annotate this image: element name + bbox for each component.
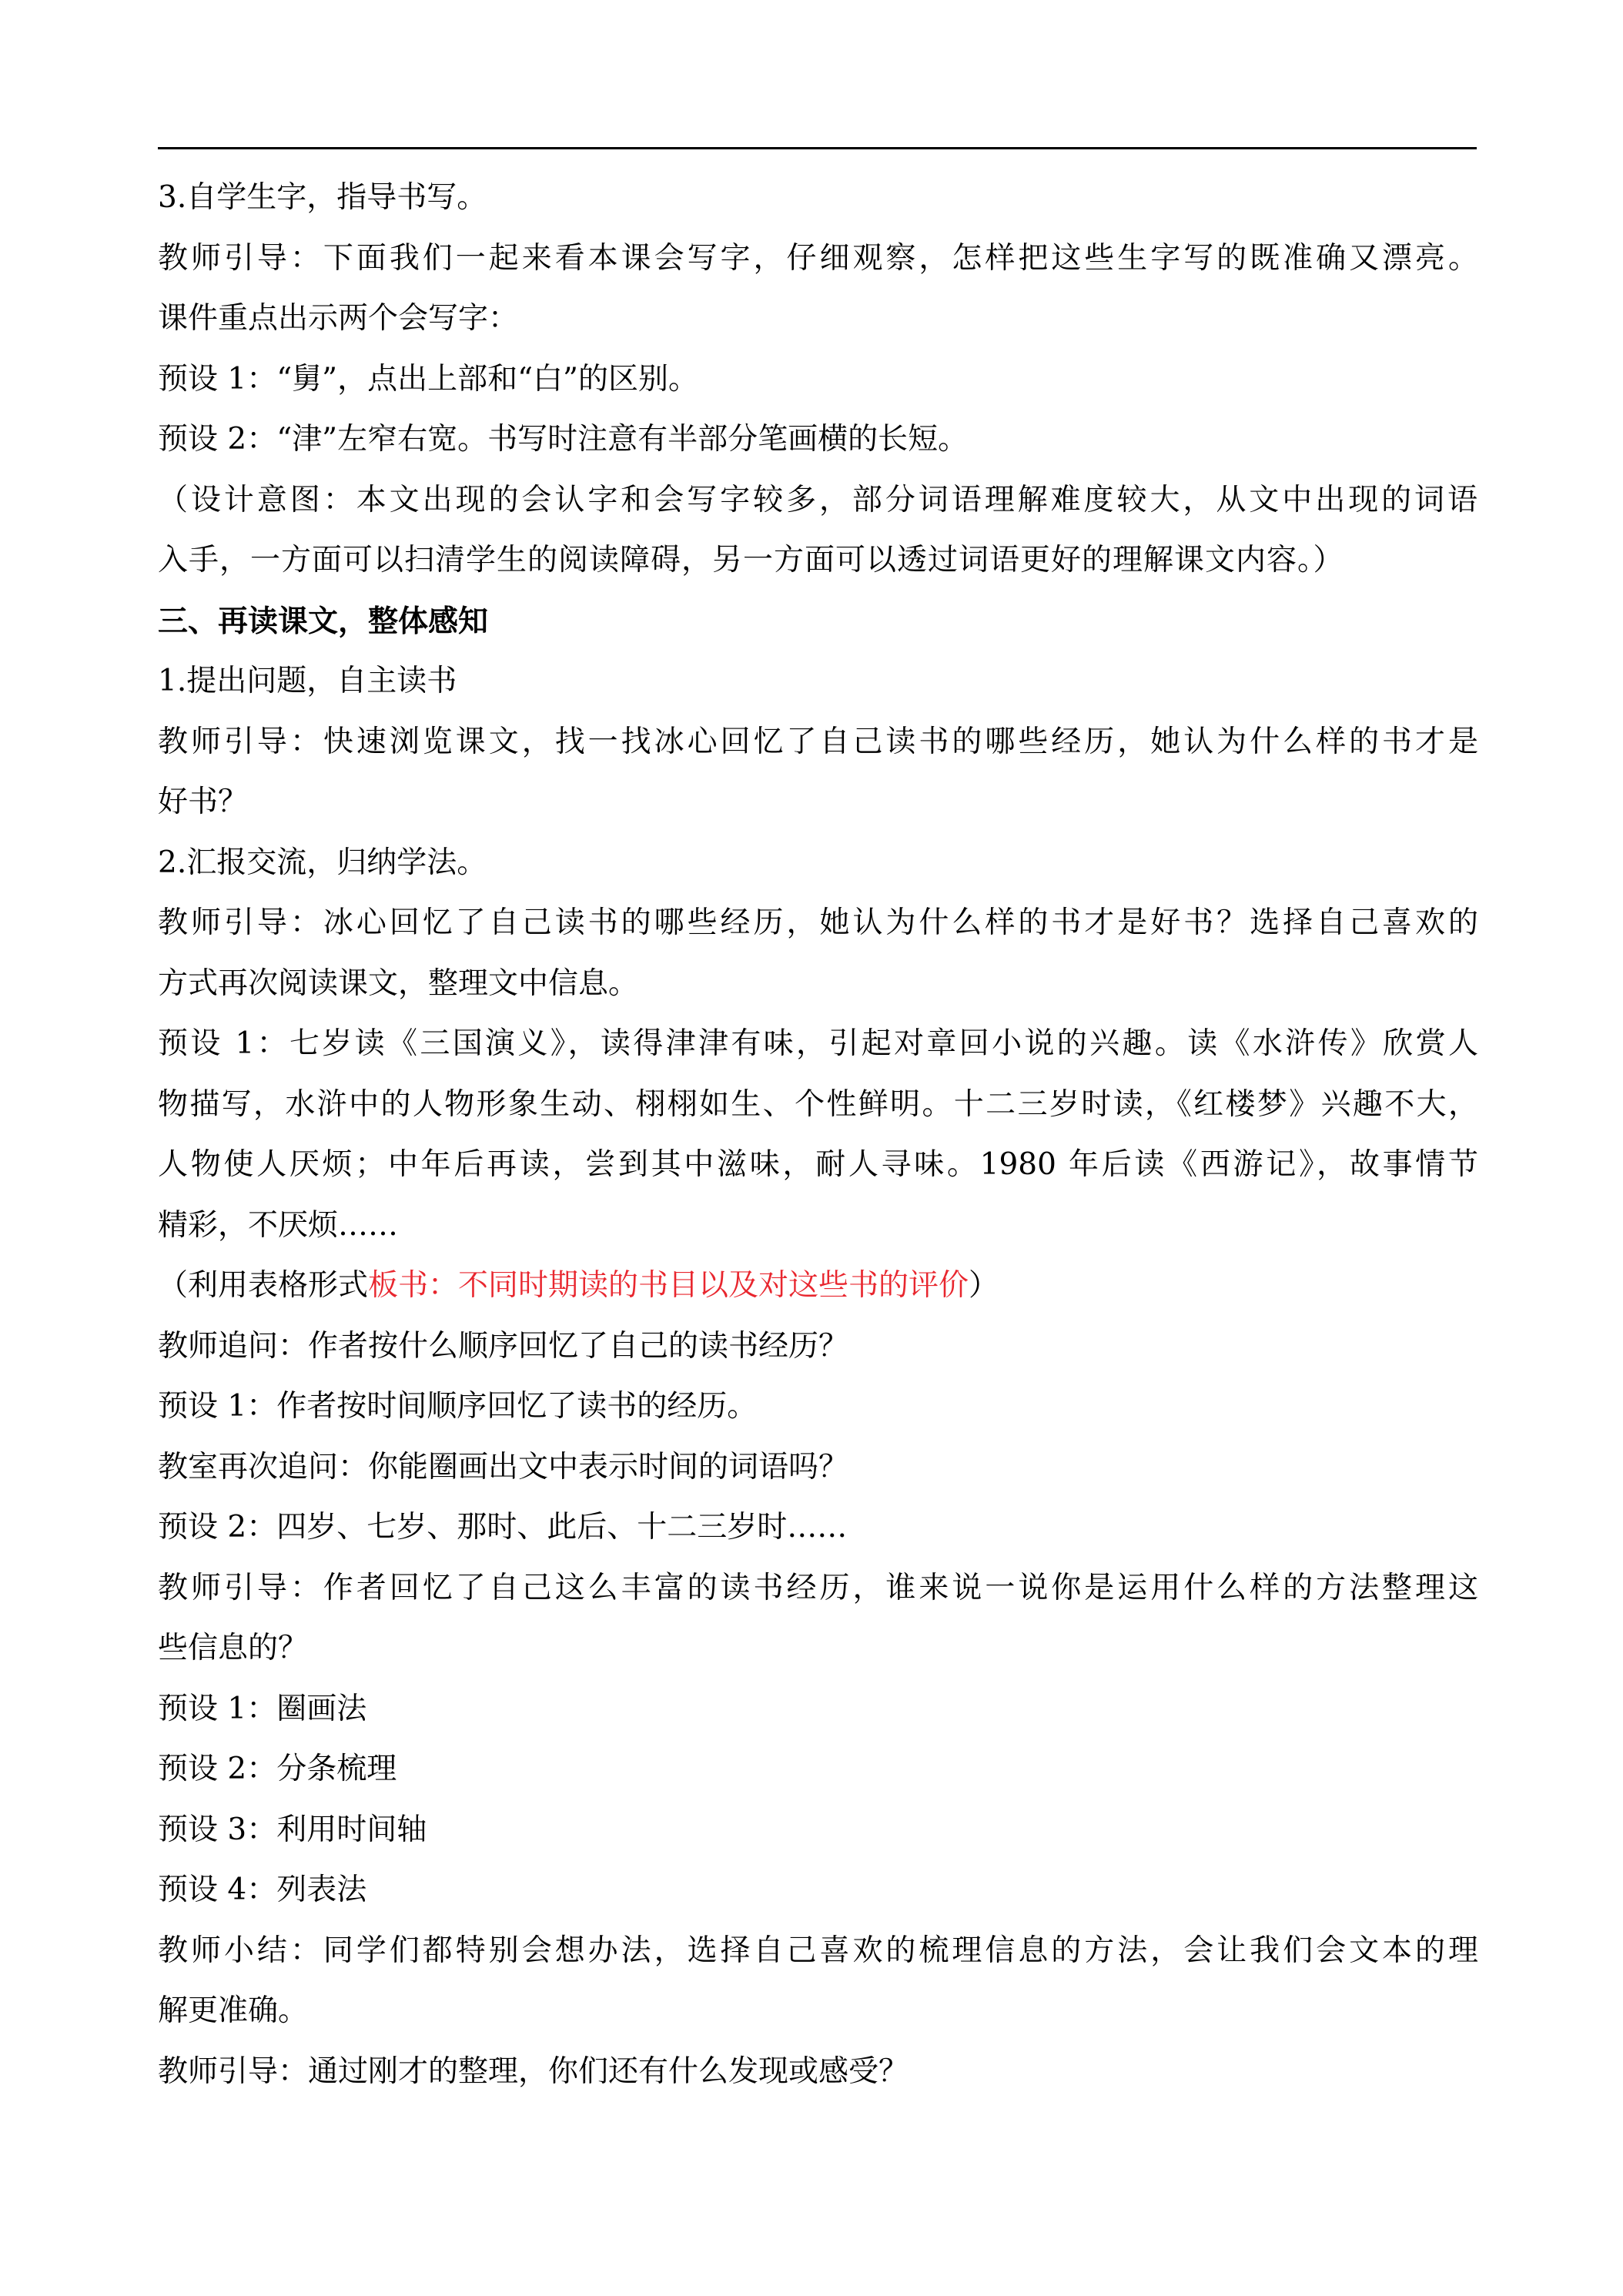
paragraph-preset-1-books-line-3: 人物使人厌烦；中年后再读，尝到其中滋味，耐人寻味。1980 年后读《西游记》，故事情节 (158, 1147, 1478, 1182)
paragraph-preset-2-jin: 预设 2：“津”左窄右宽。书写时注意有半部分笔画横的长短。 (158, 422, 969, 457)
paragraph-teacher-summary-line-2: 解更准确。 (158, 1993, 309, 2028)
paragraph-preset-2-itemize: 预设 2：分条梳理 (158, 1752, 397, 1786)
paragraph-teacher-guide-methods-line-2: 些信息的？ (158, 1631, 309, 1665)
blackboard-note-suffix: ） (969, 1268, 999, 1303)
section-heading-reread: 三、再读课文，整体感知 (158, 603, 489, 639)
paragraph-teacher-guide-browse-line-1: 教师引导：快速浏览课文，找一找冰心回忆了自己读书的哪些经历，她认为什么样的书才是 (158, 724, 1478, 759)
section-heading-2-report: 2.汇报交流，归纳学法。 (158, 845, 487, 880)
document-body (158, 168, 1478, 2102)
paragraph-preset-1-time-order: 预设 1：作者按时间顺序回忆了读书的经历。 (158, 1389, 758, 1424)
paragraph-design-intent-line-1: （设计意图：本文出现的会认字和会写字较多，部分词语理解难度较大，从文中出现的词语 (158, 482, 1478, 517)
paragraph-teacher-guide-writing: 教师引导：下面我们一起来看本课会写字，仔细观察，怎样把这些生字写的既准确又漂亮。 (158, 240, 1478, 276)
paragraph-design-intent-line-2: 入手，一方面可以扫清学生的阅读障碍，另一方面可以透过词语更好的理解课文内容。） (158, 543, 1344, 577)
paragraph-teacher-guide-bingxin-line-2: 方式再次阅读课文，整理文中信息。 (158, 966, 639, 1001)
paragraph-preset-1-books-line-1: 预设 1：七岁读《三国演义》，读得津津有味，引起对章回小说的兴趣。读《水浒传》欣赏人 (158, 1026, 1478, 1061)
paragraph-classroom-followup-time-words: 教室再次追问：你能圈画出文中表示时间的词语吗？ (158, 1449, 849, 1484)
paragraph-teacher-guide-bingxin-line-1: 教师引导：冰心回忆了自己读书的哪些经历，她认为什么样的书才是好书？选择自己喜欢的 (158, 905, 1478, 940)
paragraph-preset-2-time-words: 预设 2：四岁、七岁、那时、此后、十二三岁时…… (158, 1510, 848, 1545)
paragraph-teacher-guide-browse-line-2: 好书？ (158, 785, 249, 819)
paragraph-preset-1-circle-method: 预设 1：圈画法 (158, 1691, 367, 1726)
paragraph-preset-4-table: 预设 4：列表法 (158, 1873, 367, 1907)
paragraph-teacher-guide-findings: 教师引导：通过刚才的整理，你们还有什么发现或感受？ (158, 2053, 909, 2089)
paragraph-blackboard-note (158, 1256, 1478, 1317)
blackboard-note-prefix: （利用表格形式 (158, 1268, 369, 1303)
paragraph-teacher-summary-line-1: 教师小结：同学们都特别会想办法，选择自己喜欢的梳理信息的方法，会让我们会文本的理 (158, 1933, 1478, 1968)
paragraph-preset-1-books-line-4: 精彩，不厌烦…… (158, 1207, 399, 1243)
paragraph-teacher-followup-order: 教师追问：作者按什么顺序回忆了自己的读书经历？ (158, 1328, 849, 1364)
paragraph-preset-1-jiu: 预设 1：“舅”，点出上部和“白”的区别。 (158, 361, 698, 397)
paragraph-teacher-guide-methods-line-1: 教师引导：作者回忆了自己这么丰富的读书经历，谁来说一说你是运用什么样的方法整理这 (158, 1570, 1478, 1605)
header-rule (158, 147, 1477, 149)
paragraph-preset-1-books-line-2: 物描写，水浒中的人物形象生动、栩栩如生、个性鲜明。十二三岁时读，《红楼梦》兴趣不大， (158, 1086, 1478, 1122)
section-heading-3-self-study: 3.自学生字，指导书写。 (158, 180, 487, 215)
paragraph-courseware: 课件重点出示两个会写字： (158, 301, 519, 336)
blackboard-note-highlight: 板书：不同时期读的书目以及对这些书的评价 (368, 1268, 969, 1303)
section-heading-1-questions: 1.提出问题，自主读书 (158, 664, 457, 698)
paragraph-preset-3-timeline: 预设 3：利用时间轴 (158, 1812, 427, 1847)
